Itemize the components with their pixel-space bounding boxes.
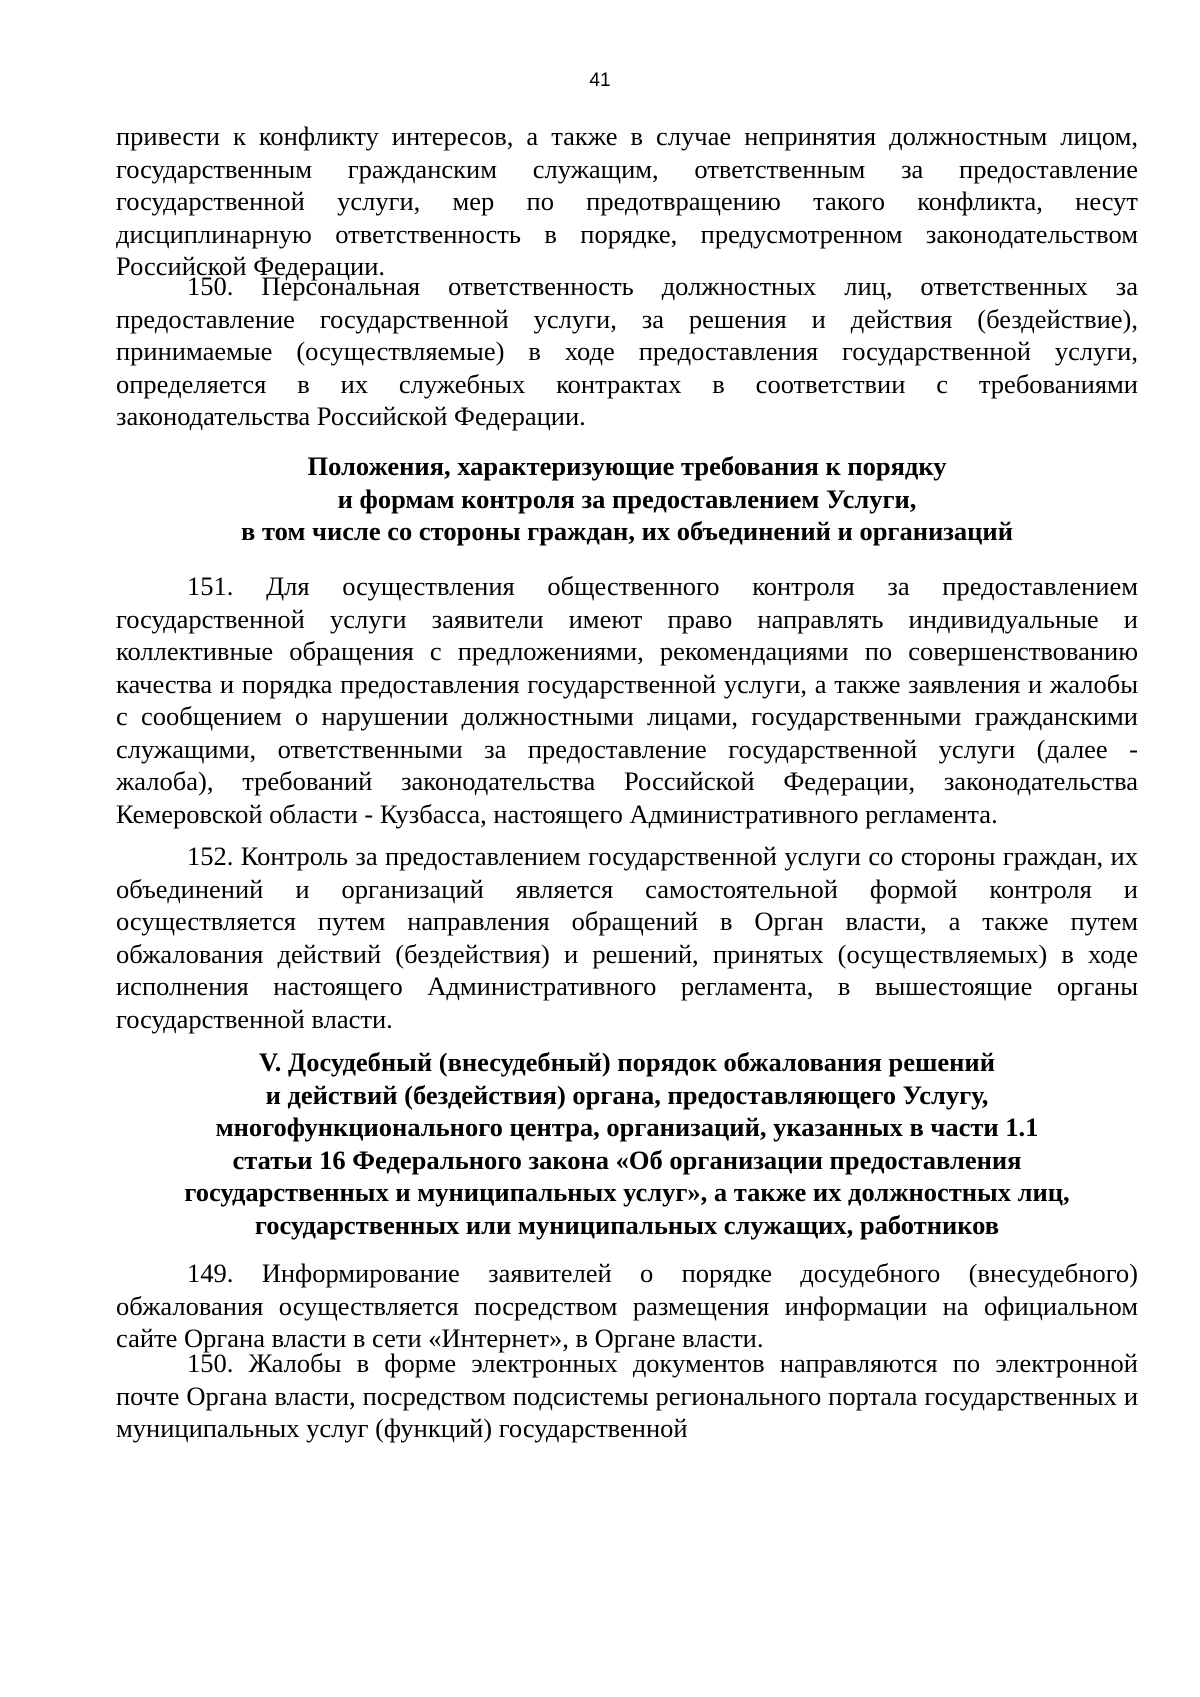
heading-line: статьи 16 Федерального закона «Об организации предоставления xyxy=(232,1144,1022,1175)
heading-line: многофункционального центра, организаций, указанных в части 1.1 xyxy=(215,1112,1039,1142)
heading-line: Положения, характеризующие требования к порядку xyxy=(307,451,947,481)
section-heading-control xyxy=(116,450,1138,548)
paragraph-150-responsibility: 150. Персональная ответственность должностных лиц, ответственных за предоставление государственной услуги, за решения и действия (бездействие), принимаемые (осуществляемые) в ходе предоставления государственной услуги, определяется в их служебных контрактах в соответствии с требованиями законодательства Российской Федерации. xyxy=(116,271,1138,431)
paragraph-152-control: 152. Контроль за предоставлением государственной услуги со стороны граждан, их объединений и организаций является самостоятельной формой контроля и осуществляется путем направления обращений в Орган власти, а также путем обжалования действий (бездействия) и решений, принятых (осуществляемых) в ходе исполнения настоящего Административного регламента, в вышестоящие органы государственной власти. xyxy=(116,841,1138,1034)
page-number: 41 xyxy=(589,70,611,91)
paragraph-151-public-control: 151. Для осуществления общественного контроля за предоставлением государственной услуги заявители имеют право направлять индивидуальные и коллективные обращения с предложениями, рекомендациями по совершенствованию качества и порядка предоставления государственной услуги, а также заявления и жалобы с сообщением о нарушении должностными лицами, государственными гражданскими служащими, ответственными за предоставление государственной услуги (далее - жалоба), требований законодательства Российской Федерации, законодательства Кемеровской области - Кузбасса, настоящего Административного регламента. xyxy=(116,571,1138,829)
heading-line: V. Досудебный (внесудебный) порядок обжалования решений xyxy=(259,1047,995,1077)
section-heading-appeal xyxy=(116,1046,1138,1241)
paragraph-continuation: привести к конфликту интересов, а также в случае непринятия должностным лицом, государственным гражданским служащим, ответственным за предоставление государственной услуги, мер по предотвращению такого конфликта, несут дисциплинарную ответственность в порядке, предусмотренном законодательством Российской Федерации. xyxy=(116,121,1138,281)
paragraph-149-informing: 149. Информирование заявителей о порядке досудебного (внесудебного) обжалования осуществляется посредством размещения информации на официальном сайте Органа власти в сети «Интернет», в Органе власти. xyxy=(116,1258,1138,1353)
heading-line: и действий (бездействия) органа, предоставляющего Услугу, xyxy=(265,1079,989,1110)
heading-line: и формам контроля за предоставлением Услуги, xyxy=(337,483,917,514)
heading-line: в том числе со стороны граждан, их объединений и организаций xyxy=(241,516,1013,546)
paragraph-150-complaints: 150. Жалобы в форме электронных документов направляются по электронной почте Органа власти, посредством подсистемы регионального портала государственных и муниципальных услуг (функций) государственной xyxy=(116,1348,1138,1443)
heading-line: государственных или муниципальных служащих, работников xyxy=(254,1209,1000,1240)
heading-line: государственных и муниципальных услуг», а также их должностных лиц, xyxy=(184,1177,1070,1207)
